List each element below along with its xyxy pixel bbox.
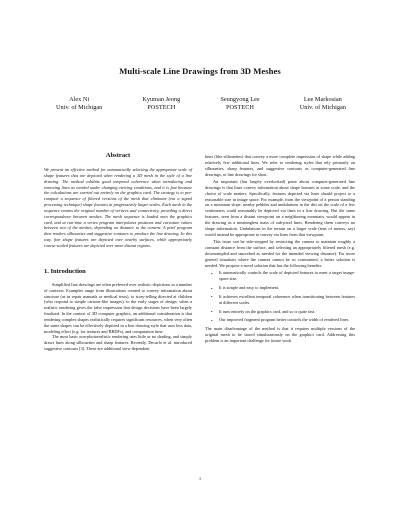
- right-paragraph-2: An important (but largely overlooked) point about computer-generated line drawings is that lines convey information about shape features at some scale, and the choice of scale matters. Specifically, features depicted via lines should project to a reasonable size in image space. For example, from the viewpoint of a person standing on a mountain slope, nearby pebbles and undulations in the dirt on the scale of a few centimeters could reasonably be depicted via lines in a line drawing. But the same features, seen from a distant viewpoint on a neighboring mountain, would appear in the drawing as a meaningless mass of sub-pixel lines. Rendering them conveys no shape information. Undulations in the terrain on a larger scale (tens of meters, say) would instead be appropriate to convey via lines from that viewpoint.: [205, 179, 355, 237]
- author-name: Lee Markosian: [303, 96, 342, 103]
- intro-paragraph-2: The most basic non-photorealistic rendering uses little or no shading, and simply draws lines along silhouettes and sharp features. Recently, Decarlo et al. introduced suggestive contours [3]. These are additional view-dependent: [44, 334, 192, 352]
- right-paragraph-4: The main disadvantage of the method is that it requires multiple versions of the original mesh to be stored simultaneously on the graphics card. Addressing this problem is an important challenge for future work.: [205, 326, 355, 343]
- abstract-text: We present an effective method for automatically selecting the appropriate scale of shape features that are depicted when rendering a 3D mesh in the style of a line drawing. The method exhibits good temporal coherence when introducing and removing lines as needed under changing viewing conditions, and it is fast because the calculations are carried out entirely on the graphics card. The strategy is to pre-compute a sequence of filtered versions of the mesh that eliminate (via a signal processing technique) shape features at progressively larger scales. Each mesh in the sequence retains the original number of vertices and connectivity, providing a direct correspondence between meshes. The mesh sequence is loaded onto the graphics card, and at run-time a vertex program interpolates positions and curvature values between two of the meshes, depending on distance to the camera. A pixel program then renders silhouettes and suggestive contours to produce the line drawing. In this way, fine shape features are depicted over nearby surfaces, while appropriately coarse-scaled features are depicted over more distant regions.: [44, 167, 192, 248]
- paper-title: Multi-scale Line Drawings from 3D Meshes: [119, 66, 281, 76]
- benefit-item: [211, 270, 355, 282]
- benefits-list: [205, 270, 355, 323]
- page-number: 1: [198, 476, 202, 481]
- introduction-heading: 1. Introduction: [44, 267, 86, 275]
- benefit-text: It is simple and easy to implement.: [219, 285, 280, 291]
- author-1: [56, 96, 102, 112]
- author-affiliation: Univ. of Michigan: [299, 104, 346, 111]
- benefit-text: It automatically controls the scale of depicted features to meet a target image-space size.: [219, 270, 355, 282]
- author-list: [56, 96, 346, 112]
- author-affiliation: POSTECH: [225, 104, 254, 111]
- author-affiliation: POSTECH: [147, 104, 176, 111]
- abstract-heading: Abstract: [105, 152, 131, 159]
- benefit-item: [211, 294, 355, 306]
- author-name: Seungyong Lee: [220, 96, 260, 103]
- left-column: [44, 152, 192, 352]
- bullet-icon: •: [211, 270, 213, 276]
- author-name: Kyuman Jeong: [142, 96, 181, 103]
- author-2: [142, 96, 180, 112]
- benefit-item: [211, 317, 355, 323]
- bullet-icon: •: [211, 285, 213, 291]
- author-3: [220, 96, 259, 112]
- benefit-item: [211, 285, 355, 291]
- benefit-text: It runs entirely on the graphics card, and so is quite fast.: [219, 308, 316, 314]
- bullet-icon: •: [211, 317, 213, 323]
- intro-paragraph-1: Simplified line drawings are often preferred over realistic depictions in a number of contexts. Examples range from illustrations created to convey information about structure (as in repair manuals or medical texts), to story-telling directed at children (who respond to simple cartoon-like images), to the early stages of design, when a realistic rendering gives the false impression that design decisions have been largely finalized. In the context of 3D computer graphics, an additional consideration is that rendering complex shapes realistically requires significant resources, when very often the same shapes can be effectively depicted in a line drawing style that uses less data, modeling effort (e.g. for textures and BRDFs), and computation time.: [44, 281, 192, 334]
- author-affiliation: Univ. of Michigan: [56, 104, 103, 111]
- bullet-icon: •: [211, 309, 213, 315]
- right-paragraph-3: This issue can be side-stepped by restricting the camera to maintain roughly a constant distance from the surface, and selecting an appropriately filtered mesh (e.g. downsampled and smoothed as needed for the intended viewing distance). For more general situations where the camera cannot be so constrained, a better solution is needed. We propose a novel solution that has the following benefits:: [205, 239, 355, 268]
- right-column: [205, 154, 355, 346]
- bullet-icon: •: [211, 294, 213, 300]
- benefit-item: [211, 309, 355, 315]
- benefit-text: Our improved fragment program better controls the width of rendered lines.: [219, 317, 350, 323]
- right-paragraph-1: lines (like silhouettes) that convey a more complete impression of shape while adding relatively few additional lines. We refer to rendering styles that rely primarily on silhouettes, sharp features, and suggestive contours as computer-generated line drawings, or line drawings for short.: [205, 154, 355, 177]
- benefit-text: It achieves excellent temporal coherence when transitioning between features at different scales.: [219, 293, 355, 305]
- author-name: Alex Ni: [69, 96, 90, 103]
- author-4: [300, 96, 346, 112]
